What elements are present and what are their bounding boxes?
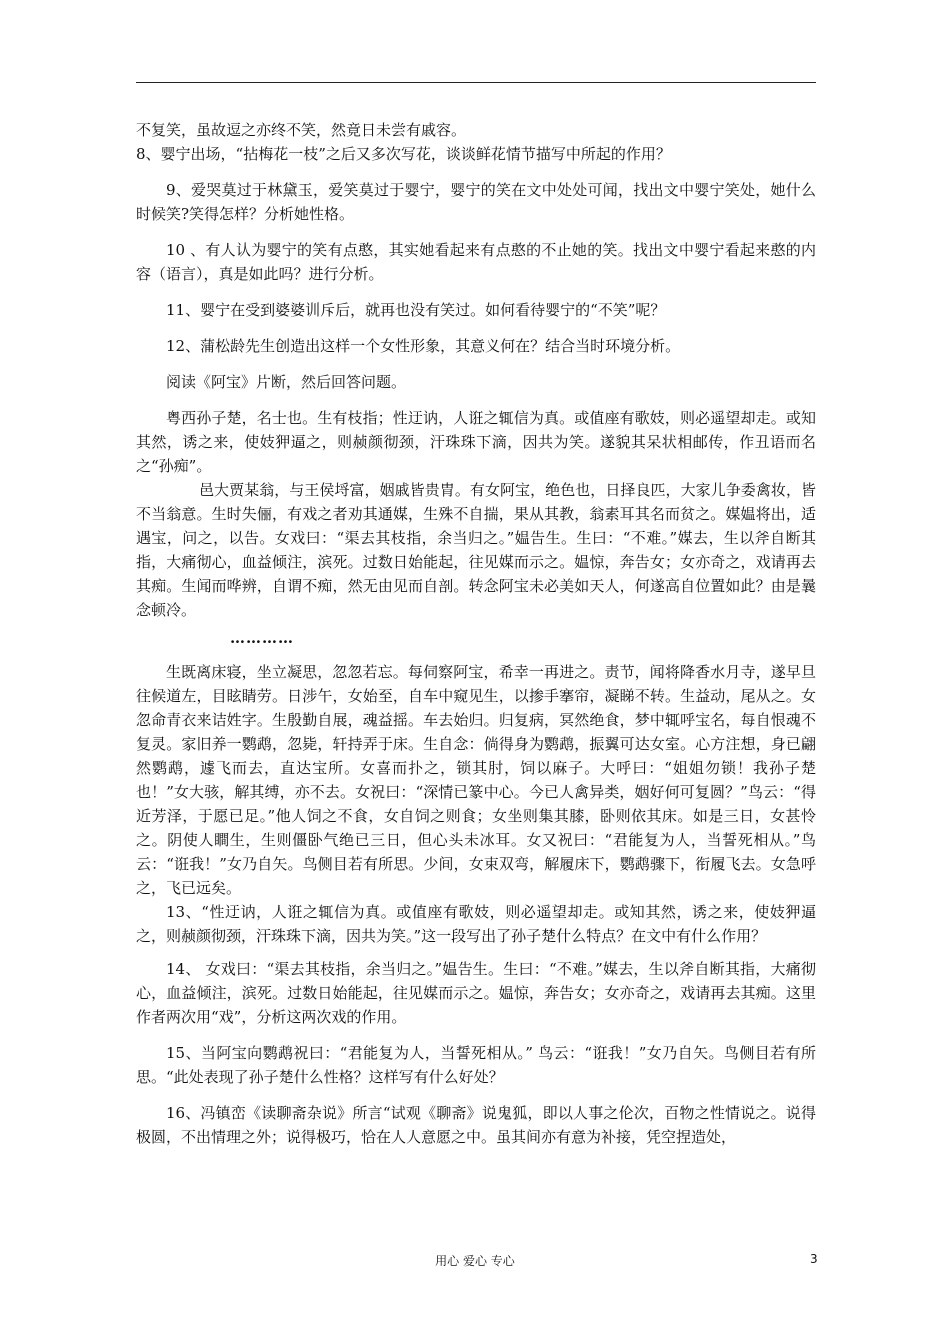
question-15: 15、当阿宝向鹦鹉祝曰：“君能复为人，当誓死相从。” 鸟云：“诳我！”女乃自矢。鸟侧目若有所思。“此处表现了孙子楚什么性格？这样写有什么好处？ [136,1044,816,1086]
question-11: 11、婴宁在受到婆婆训斥后，就再也没有笑过。如何看待婴宁的“不笑”呢？ [166,301,666,319]
question-16: 16、冯镇峦《读聊斋杂说》所言“试观《聊斋》说鬼狐，即以人事之伦次，百物之性情说之。说得极圆，不出情理之外；说得极巧，恰在人人意愿之中。虽其间亦有意为补接，凭空捏造处， [136,1104,816,1146]
reading-instruction: 阅读《阿宝》片断，然后回答问题。 [166,373,407,391]
footer-text: 用心 爱心 专心 [435,1254,515,1268]
passage-paragraph-3: 生既离床寝，坐立凝思，忽忽若忘。每伺察阿宝，希幸一再进之。责节，闻将降香水月寺，遂早旦往候道左，目眩睛劳。日涉午，女始至，自车中窥见生，以掺手搴帘，凝睇不转。生益动，尾从之。女忽命青衣来诘姓字。生殷勤自展，魂益摇。车去始归。归复病，冥然绝食，梦中辄呼宝名，每自恨魂不复灵。家旧养一鹦鹉，忽毙，轩持弄于床。生自念：倘得身为鹦鹉，振翼可达女室。心方注想，身已翩然鹦鹉，遽飞而去，直达宝所。女喜而扑之，锁其肘，饲以麻子。大呼曰：“姐姐勿锁！我孙子楚也！”女大骇，解其缚，亦不去。女祝曰：“深情已篆中心。今已人禽异类，姻好何可复圆？”鸟云：“得近芳泽，于愿已足。”他人饲之不食，女自饲之则食；女坐则集其膝，卧则依其床。如是三日，女甚怜之。阴使人瞷生，生则僵卧气绝已三日，但心头未冰耳。女又祝曰：“君能复为人，当誓死相从。”鸟云：“诳我！”女乃自矢。鸟侧目若有所思。少间，女束双弯，解履床下，鹦鹉骤下，衔履飞去。女急呼之，飞已远矣。 [136,663,816,897]
question-9: 9、爱哭莫过于林黛玉，爱笑莫过于婴宁，婴宁的笑在文中处处可闻，找出文中婴宁笑处，她什么时候笑?笑得怎样？分析她性格。 [136,181,816,223]
question-10: 10 、有人认为婴宁的笑有点憨，其实她看起来有点憨的不止她的笑。找出文中婴宁看起来憨的内容（语言），真是如此吗？进行分析。 [136,241,816,283]
passage-paragraph-1: 粤西孙子楚，名士也。生有枝指；性迂讷，人诳之辄信为真。或值座有歌妓，则必遥望却走。或知其然，诱之来，使妓狎逼之，则赪颜彻颈，汗珠珠下滴，因共为笑。遂貌其呆状相邮传，作丑语而名之“孙痴”。 [136,409,816,475]
question-14: 14、 女戏曰：“渠去其枝指，余当归之。”媪告生。生曰：“不难。”媒去，生以斧自断其指，大痛彻心，血益倾注，滨死。过数日始能起，往见媒而示之。媪惊，奔告女；女亦奇之，戏请再去其痴。这里作者两次用“戏”，分析这两次戏的作用。 [136,960,816,1026]
passage-paragraph-2: 邑大贾某翁，与王侯埒富，姻戚皆贵胄。有女阿宝，绝色也，日择良匹，大家儿争委禽妆，皆不当翁意。生时失俪，有戏之者劝其通媒，生殊不自揣，果从其教，翁素耳其名而贫之。媒媪将出，适遇宝，问之，以告。女戏曰：“渠去其枝指，余当归之。”媪告生。生曰：“不难。”媒去，生以斧自断其指，大痛彻心，血益倾注，滨死。过数日始能起，往见媒而示之。媪惊，奔告女；女亦奇之，戏请再去其痴。生闻而哗辨，自谓不痴，然无由见而自剖。转念阿宝未必美如天人，何遂高自位置如此？由是曩念顿冷。 [136,481,816,619]
header-rule [136,82,816,83]
page-footer [0,1252,950,1272]
question-13: 13、“性迂讷，人诳之辄信为真。或值座有歌妓，则必遥望却走。或知其然，诱之来，使妓狎逼之，则赪颜彻颈，汗珠珠下滴，因共为笑。”这一段写出了孙子楚什么特点？在文中有什么作用？ [136,903,816,945]
page-number: 3 [810,1252,818,1266]
ellipsis-separator: ………… [230,629,294,647]
question-12: 12、蒲松龄先生创造出这样一个女性形象，其意义何在？结合当时环境分析。 [166,337,681,355]
page-body [136,118,816,1149]
paragraph-continuation: 不复笑，虽故逗之亦终不笑，然竟日未尝有戚容。 [136,121,467,139]
question-8: 8、婴宁出场，“拈梅花一枝”之后又多次写花，谈谈鲜花情节描写中所起的作用？ [136,145,671,163]
